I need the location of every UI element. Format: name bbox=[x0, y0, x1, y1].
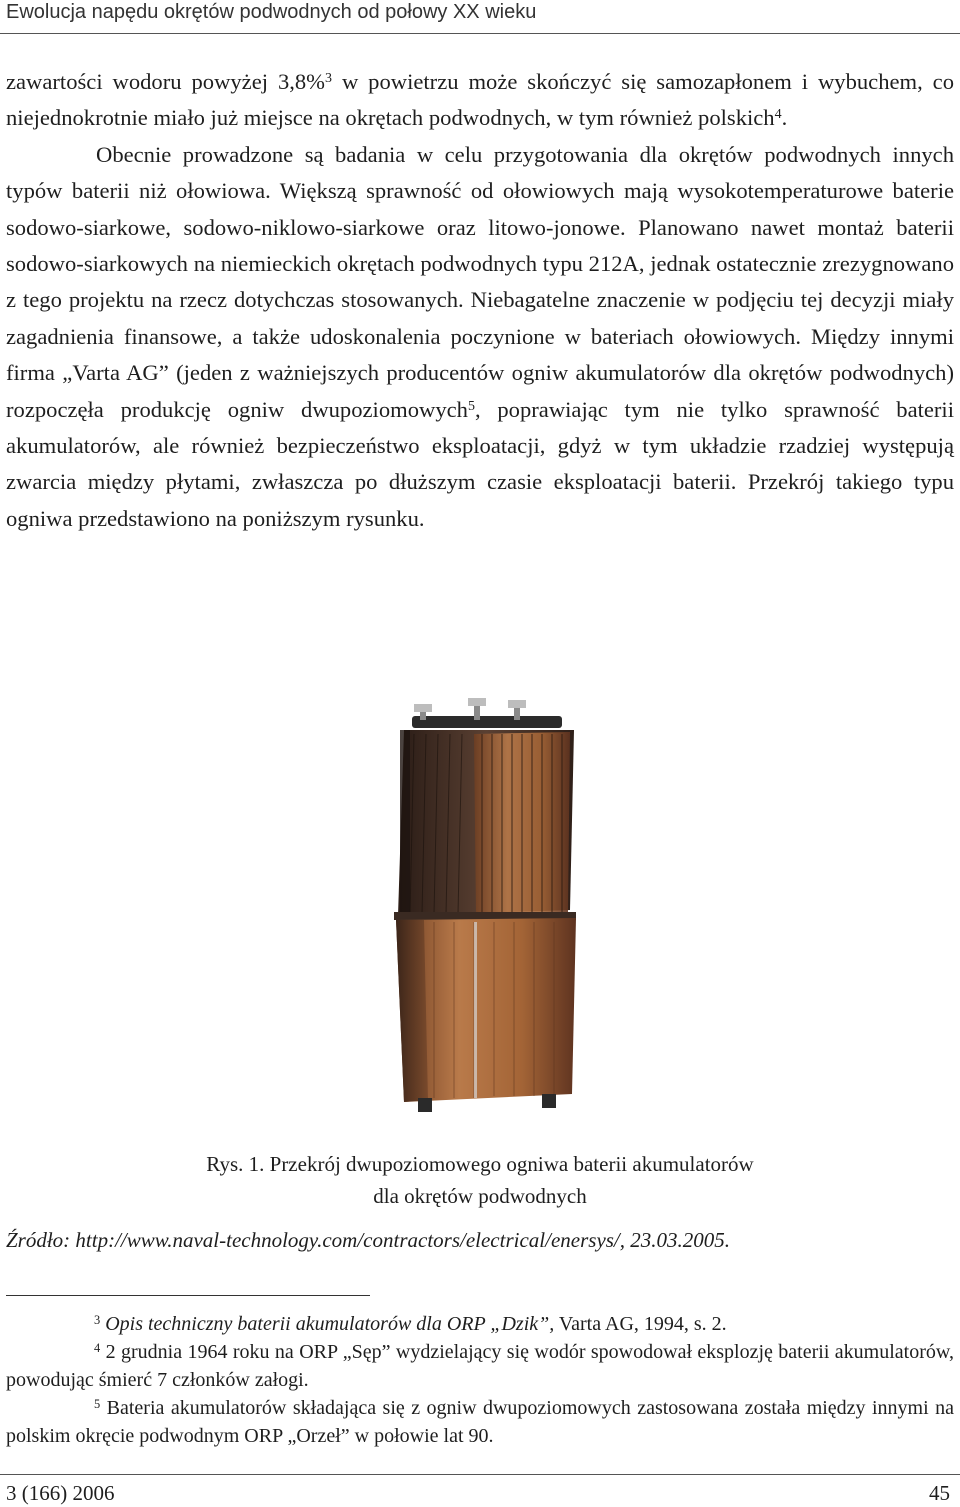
upper-plate-stack bbox=[398, 730, 574, 916]
terminal-bar bbox=[412, 698, 562, 728]
footnote-5 bbox=[6, 1394, 954, 1450]
footnotes bbox=[6, 1310, 954, 1450]
paragraph-2-text-b: , poprawiając tym nie tylko sprawność baterii akumulatorów, ale również bezpieczeństwo eksploatacji, gdyż w tym układzie rzadziej występują zwarcia między płytami, zwłaszcza po dłuższym czasie eksploatacji baterii. Przekrój takiego typu ogniwa przedstawiono na poniższym rysunku. bbox=[6, 396, 954, 531]
running-header bbox=[0, 0, 960, 34]
footer-issue: 3 (166) 2006 bbox=[6, 1481, 115, 1505]
footnote-4-number: 4 bbox=[94, 1340, 101, 1355]
paragraph-1 bbox=[6, 64, 954, 137]
figure-caption-line-2: dla okrętów podwodnych bbox=[373, 1184, 587, 1208]
cell-foot-left bbox=[418, 1098, 432, 1112]
footnote-ref-4[interactable]: 4 bbox=[774, 107, 782, 123]
footnote-4 bbox=[6, 1338, 954, 1394]
footnote-ref-5[interactable]: 5 bbox=[467, 398, 475, 414]
paragraph-2 bbox=[6, 137, 954, 537]
cell-foot-right bbox=[542, 1094, 556, 1108]
footer-page-number: 45 bbox=[929, 1481, 950, 1505]
footnote-ref-3[interactable]: 3 bbox=[325, 71, 333, 86]
running-header-title: Ewolucja napędu okrętów podwodnych od połowy XX wieku bbox=[6, 1, 537, 23]
paragraph-1-text-b: w powietrzu może skończyć się samozapłonem i wybuchem, co niejednokrotnie miało już miejsce na okrętach podwodnych, w tym również polskich bbox=[6, 69, 954, 131]
paragraph-1-text-a: zawartości wodoru powyżej 3,8% bbox=[6, 69, 326, 94]
lower-plate-stack bbox=[396, 918, 576, 1102]
footnote-5-number: 5 bbox=[94, 1396, 101, 1411]
footnote-3-number: 3 bbox=[94, 1312, 101, 1327]
footnote-divider bbox=[6, 1295, 370, 1296]
figure-source: Źródło: http://www.naval-technology.com/contractors/electrical/enersys/, 23.03.2005. bbox=[6, 1228, 731, 1252]
running-footer bbox=[0, 1474, 960, 1507]
figure-caption-line-1: Rys. 1. Przekrój dwupoziomowego ogniwa baterii akumulatorów bbox=[206, 1152, 754, 1176]
footnote-4-text: 2 grudnia 1964 roku na ORP „Sęp” wydzielający się wodór spowodował eksplozję baterii akumulatorów, powodując śmierć 7 członków załogi. bbox=[6, 1341, 955, 1391]
battery-cell-illustration bbox=[364, 690, 596, 1124]
battery-cell-figure bbox=[364, 690, 596, 1124]
footnote-3-text: Varta AG, 1994, s. 2. bbox=[554, 1313, 727, 1335]
footnote-3 bbox=[6, 1310, 954, 1338]
footnote-3-title: Opis techniczny baterii akumulatorów dla ORP „Dzik”, bbox=[105, 1313, 555, 1335]
paragraph-2-text-a: Obecnie prowadzone są badania w celu przygotowania dla okrętów podwodnych innych typów baterii niż ołowiowa. Większą sprawność od ołowiowych mają wysokotemperaturowe baterie sodowo-siarkowe, sodowo-niklowo-siarkowe oraz litowo-jonowe. Planowano nawet montaż baterii sodowo-siarkowych na niemieckich okrętach podwodnych typu 212A, jednak ostatecznie zrezygnowano z tego projektu na rzecz dotychczas stosowanych. Niebagatelne znaczenie w podjęciu tej decyzji miały zagadnienia finansowe, a także udoskonalenia poczynione w bateriach ołowiowych. Między innymi firma „Varta AG” (jeden z ważniejszych producentów ogniw akumulatorów dla okrętów podwodnych) rozpoczęła produkcję ogniw dwupoziomowych bbox=[6, 141, 954, 422]
paragraph-1-text-c: . bbox=[781, 105, 788, 131]
footnote-5-text: Bateria akumulatorów składająca się z ogniw dwupoziomowych zastosowana została między innymi na polskim okręcie podwodnym ORP „Orzeł” w połowie lat 90. bbox=[6, 1397, 954, 1447]
body-text bbox=[6, 64, 954, 537]
figure-caption bbox=[0, 1148, 960, 1212]
